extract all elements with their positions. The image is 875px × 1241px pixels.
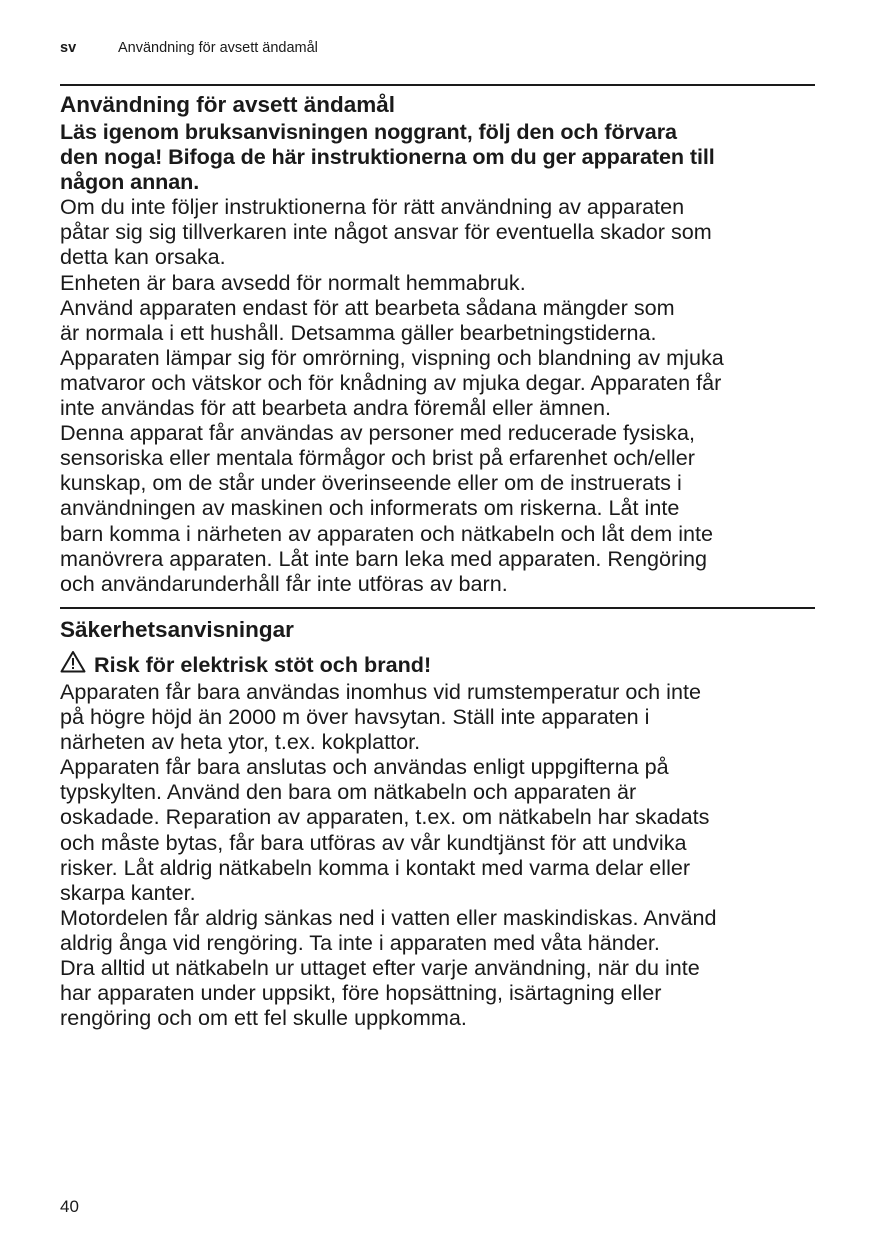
language-code: sv — [60, 40, 77, 56]
section-body — [60, 194, 724, 596]
header-divider — [60, 84, 815, 86]
text-line: Apparaten får bara användas inomhus vid rumstemperatur och inte — [60, 679, 701, 704]
text-line: rengöring och om ett fel skulle uppkomma. — [60, 1005, 467, 1031]
intro-line: Läs igenom bruksanvisningen noggrant, följ den och förvara — [60, 119, 677, 144]
text-line: kunskap, om de står under överinseende eller om de instruerats i — [60, 470, 682, 496]
section-intended-use — [60, 91, 724, 596]
paragraph — [60, 270, 724, 295]
text-line: Motordelen får aldrig sänkas ned i vatten eller maskindiskas. Använd — [60, 904, 717, 930]
text-line: användningen av maskinen och informerats om riskerna. Låt inte — [60, 495, 680, 521]
text-line: sensoriska eller mentala förmågor och brist på erfarenhet och/eller — [60, 445, 695, 471]
paragraph — [60, 905, 717, 955]
paragraph — [60, 420, 724, 596]
text-line: barn komma i närheten av apparaten och nätkabeln och låt dem inte — [60, 520, 714, 546]
section-title: Säkerhetsanvisningar — [60, 617, 294, 642]
intro-line: någon annan. — [60, 169, 200, 195]
text-line: Apparaten får bara anslutas och användas enligt uppgifterna på — [60, 754, 669, 780]
text-line: typskylten. Använd den bara om nätkabeln och apparaten är — [60, 779, 637, 805]
text-line: inte användas för att bearbeta andra föremål eller ämnen. — [60, 395, 611, 421]
section-divider — [60, 607, 815, 609]
paragraph — [60, 194, 724, 269]
paragraph — [60, 955, 717, 1030]
running-title: Användning för avsett ändamål — [118, 40, 318, 56]
text-line: risker. Låt aldrig nätkabeln komma i kontakt med varma delar eller — [60, 854, 691, 880]
warning-heading — [60, 650, 717, 679]
text-line: manövrera apparaten. Låt inte barn leka med apparaten. Rengöring — [60, 545, 708, 571]
intro-bold — [60, 119, 724, 194]
warning-triangle-icon — [60, 650, 86, 679]
text-line: Dra alltid ut nätkabeln ur uttaget efter varje användning, när du inte — [60, 955, 700, 981]
section-body — [60, 679, 717, 1030]
text-line: närheten av heta ytor, t.ex. kokplattor. — [60, 729, 421, 755]
text-line: är normala i ett hushåll. Detsamma gäller bearbetningstiderna. — [60, 319, 657, 345]
paragraph — [60, 754, 717, 905]
text-line: Om du inte följer instruktionerna för rätt användning av apparaten — [60, 194, 685, 220]
section-safety — [60, 616, 717, 1030]
text-line: aldrig ånga vid rengöring. Ta inte i apparaten med våta händer. — [60, 929, 660, 955]
text-line: och användarunderhåll får inte utföras av barn. — [60, 570, 508, 596]
running-header — [60, 40, 318, 56]
text-line: påtar sig sig tillverkaren inte något ansvar för eventuella skador som — [60, 219, 712, 245]
page-number: 40 — [60, 1197, 79, 1216]
intro-line: den noga! Bifoga de här instruktionerna om du ger apparaten till — [60, 144, 715, 170]
text-line: och måste bytas, får bara utföras av vår kundtjänst för att undvika — [60, 829, 687, 855]
text-line: på högre höjd än 2000 m över havsytan. Ställ inte apparaten i — [60, 704, 650, 730]
text-line: har apparaten under uppsikt, före hopsättning, isärtagning eller — [60, 980, 662, 1006]
paragraph — [60, 345, 724, 420]
text-line: Enheten är bara avsedd för normalt hemmabruk. — [60, 269, 526, 295]
text-line: skarpa kanter. — [60, 879, 196, 905]
text-line: detta kan orsaka. — [60, 244, 226, 270]
text-line: oskadade. Reparation av apparaten, t.ex. om nätkabeln har skadats — [60, 804, 710, 830]
warning-text: Risk för elektrisk stöt och brand! — [94, 652, 432, 677]
text-line: matvaror och vätskor och för knådning av mjuka degar. Apparaten får — [60, 369, 722, 395]
text-line: Använd apparaten endast för att bearbeta sådana mängder som — [60, 294, 675, 320]
paragraph — [60, 295, 724, 345]
text-line: Denna apparat får användas av personer med reducerade fysiska, — [60, 420, 695, 446]
text-line: Apparaten lämpar sig för omrörning, vispning och blandning av mjuka — [60, 344, 724, 370]
paragraph — [60, 679, 717, 754]
section-title: Användning för avsett ändamål — [60, 92, 396, 117]
